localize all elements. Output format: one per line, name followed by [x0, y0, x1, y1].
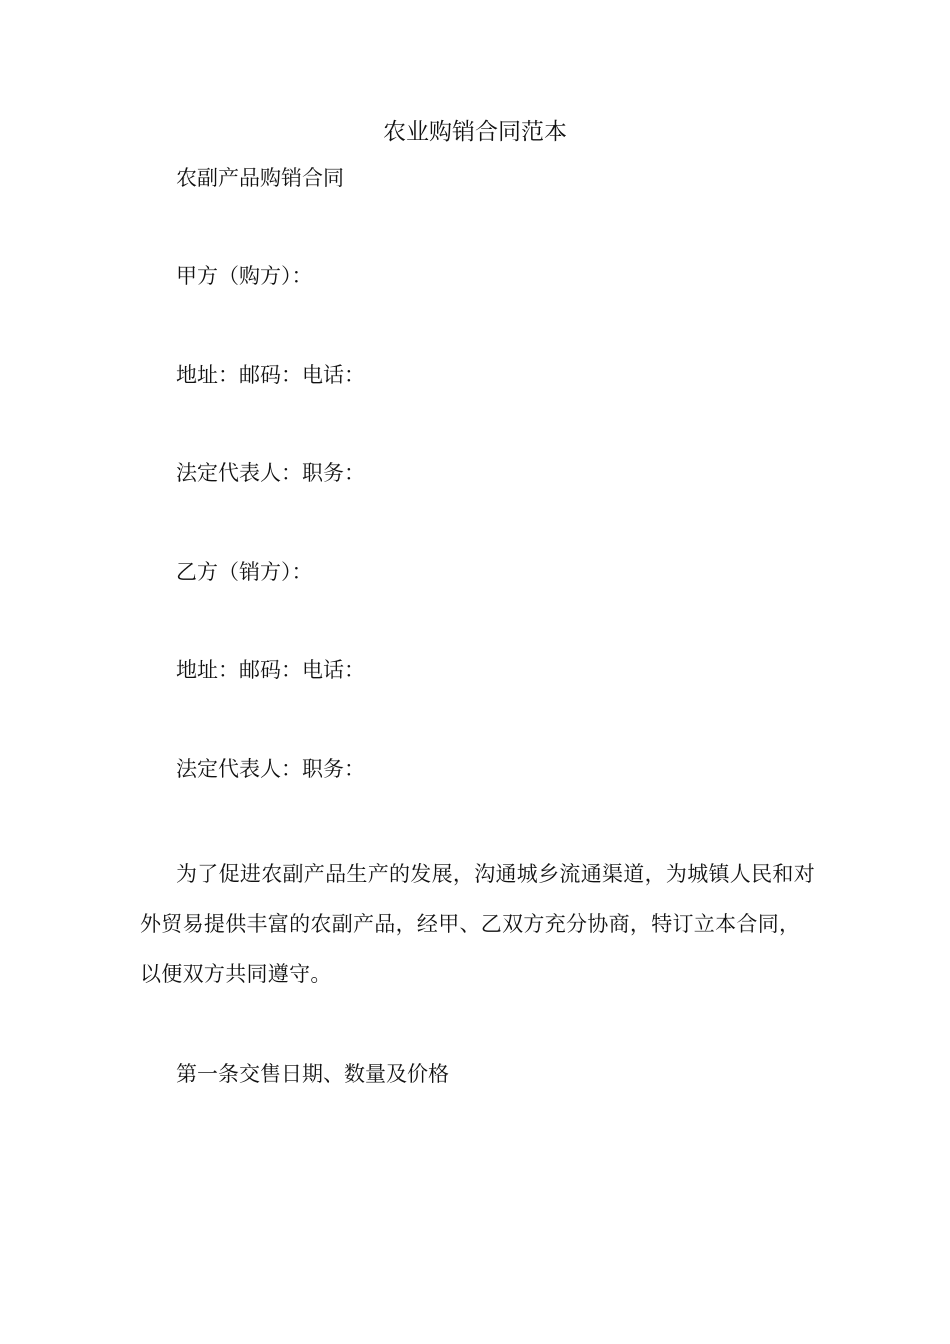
contract-subtitle: 农副产品购销合同: [176, 166, 344, 190]
document-title: 农业购销合同范本: [383, 119, 567, 145]
party-a-representative-line: 法定代表人：职务：: [176, 461, 365, 485]
preamble-paragraph: 为了促进农副产品生产的发展，沟通城乡流通渠道，为城镇人民和对外贸易提供丰富的农副产品，经甲、乙双方充分协商，特订立本合同，以便双方共同遵守。: [140, 862, 815, 986]
party-b-address-line: 地址：邮码：电话：: [176, 658, 365, 682]
party-a-label: 甲方（购方）：: [176, 264, 313, 288]
party-a-address-line: 地址：邮码：电话：: [176, 363, 365, 387]
party-b-representative-line: 法定代表人：职务：: [176, 757, 365, 781]
article-1-heading: 第一条交售日期、数量及价格: [176, 1062, 449, 1086]
party-b-label: 乙方（销方）：: [176, 560, 313, 584]
